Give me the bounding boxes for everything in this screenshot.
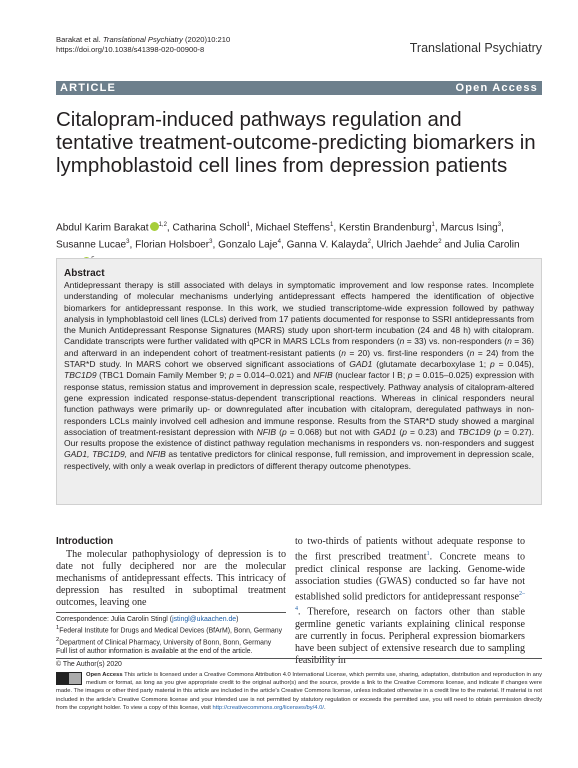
affiliation-2-text: Department of Clinical Pharmacy, University of Bonn, Bonn, Germany — [59, 639, 272, 646]
author-affiliation: 2 — [438, 239, 442, 246]
abstract-segment: = 0.045), — [494, 359, 534, 370]
author-name: Susanne Lucae — [56, 239, 127, 251]
citation-authors: Barakat et al. — [56, 35, 103, 44]
column-right — [295, 536, 525, 667]
intro-text-c: . Therefore, research on factors other than stable germline genetic variants explaining clinical response are currently in focus. Peripheral expression biomarkers have been subject of extensive research due to sampling feasibility in — [295, 606, 525, 666]
license-link[interactable]: http://creativecommons.org/licenses/by/4.0/ — [212, 704, 324, 711]
abstract-segment: p — [407, 370, 413, 381]
abstract-segment: (glutamate decarboxylase 1; — [372, 359, 491, 370]
intro-paragraph-right — [295, 536, 525, 667]
creative-commons-icon — [56, 672, 82, 685]
author-affiliation: 4 — [277, 239, 281, 246]
correspondence-line — [56, 615, 296, 624]
affiliation-2-number: 2 — [56, 636, 60, 643]
abstract-segment: n — [341, 347, 346, 358]
abstract-segment: GAD1 — [373, 426, 397, 437]
intro-paragraph-left: The molecular pathophysiology of depression is to date not fully deciphered nor are the molecular mechanisms of antidepressant effects. This intricacy of depression has resulted in suboptimal treatment outcomes, leaving one — [56, 549, 286, 609]
license-end: . — [323, 704, 326, 711]
intro-text-b: . Concrete means to predict clinical response are lacking. Genome-wide association studies (GWAS) conducted so far have not established solid predictors for antidepressant response — [295, 551, 525, 603]
abstract-segment: NFIB — [313, 370, 333, 381]
reference-2-4[interactable]: 2–4 — [295, 590, 525, 613]
article-banner — [56, 81, 542, 95]
correspondence-prefix: Correspondence: Julia Carolin Stingl ( — [56, 616, 173, 623]
author-name: Kerstin Brandenburg — [338, 222, 432, 234]
affiliation-1 — [56, 624, 296, 636]
abstract-segment: p — [496, 426, 502, 437]
author-name: Abdul Karim Barakat — [56, 222, 149, 234]
doi-link[interactable]: https://doi.org/10.1038/s41398-020-00900-8 — [56, 45, 205, 54]
author-name: Julia Carolin — [464, 239, 520, 251]
abstract-segment: ( — [490, 426, 497, 437]
abstract-segment: n — [469, 347, 475, 358]
journal-name: Translational Psychiatry — [409, 41, 542, 55]
author-name: Marcus Ising — [440, 222, 498, 234]
correspondence-email[interactable]: jstingl@ukaachen.de — [172, 616, 237, 623]
abstract-segment: p — [229, 370, 234, 381]
abstract-segment: ( — [276, 426, 282, 437]
orcid-icon[interactable] — [150, 222, 159, 231]
abstract-segment: GAD1, TBC1D9, — [64, 449, 128, 460]
abstract-text — [64, 280, 534, 472]
affiliation-2 — [56, 636, 296, 648]
abstract-segment: = 0.27). Our results propose the existence of distinct pathway regulation mechanisms in responders vs. non-responders and suggest — [64, 426, 534, 449]
author-name: Gonzalo Laje — [218, 239, 278, 251]
author-affiliation: 3 — [209, 239, 213, 246]
abstract-segment: = 24) from the STAR*D study. In MARS cohort we observed significant associations of — [64, 347, 535, 370]
abstract-segment: TBC1D9 — [457, 426, 491, 437]
citation-volume: (2020)10:210 — [182, 35, 231, 44]
copyright-divider — [56, 658, 542, 659]
license-label: Open Access — [86, 672, 123, 678]
abstract-segment: = 0.068) but not with — [286, 426, 374, 437]
author-name: Michael Steffens — [255, 222, 330, 234]
abstract-segment: and — [127, 449, 147, 460]
intro-heading: Introduction — [56, 536, 114, 547]
abstract-segment: p — [402, 426, 407, 437]
abstract-segment: (TBC1 Domain Family Member 9; — [96, 370, 230, 381]
abstract-segment: p — [281, 426, 287, 437]
author-list: Abdul Karim Barakat $^{1,2}$, Catharina Scholl$^1$, Michael Steffens$^1$, Kerstin Brandenburg$^1$, Marcus Ising$^3$, Susanne Lucae$^3$, Florian Holsboer$^3$, Gonzalo Laje$^4$, Ganna V. Kalayda$^2$, Ulrich Jaehde$^2$ and Julia Carolin — [56, 218, 542, 270]
affiliation-1-number: 1 — [56, 625, 60, 632]
abstract-segment: n — [399, 336, 405, 347]
author-name: Ganna V. Kalayda — [286, 239, 368, 251]
footnote-divider — [56, 612, 286, 613]
license-text: This article is licensed under a Creative Commons Attribution 4.0 International License, which permits use, sharing, adaptation, distribution and reproduction in any medium or format, as long as you give appropriate credit to the original author(s) and the source, provide a link to the Creative Commons license, and indicate if changes were made. The images or other third party material in this article are included in the article's Creative Commons license, unless indicated otherwise in a credit line to the material. If material is not included in the article's Creative Commons license and your intended use is not permitted by statutory regulation or exceeds the permitted use, you will need to obtain permission directly from the copyright holder. To view a copy of this license, visit — [56, 672, 542, 711]
citation-line — [56, 35, 230, 45]
author-name: Florian Holsboer — [135, 239, 210, 251]
correspondence-suffix: ) — [236, 616, 239, 623]
open-access-label: Open Access — [455, 82, 538, 94]
abstract-segment: = 0.014–0.021) and — [233, 370, 314, 381]
abstract-segment: as tentative predictors for clinical response, full remission, and improvement in depression scale, respectively, with only a weak overlap in predictors of different therapy outcome phenotypes. — [64, 449, 535, 471]
intro-text-a: to two-thirds of patients without adequate response to the first prescribed treatment — [295, 536, 525, 563]
abstract-segment: NFIB — [256, 426, 277, 437]
author-affiliation: 2 — [367, 239, 371, 246]
abstract-segment: ( — [396, 426, 403, 437]
author-info-note: Full list of author information is available at the end of the article. — [56, 648, 253, 656]
citation-journal: Translational Psychiatry — [102, 35, 183, 44]
author-affiliation: 1,2 — [158, 222, 167, 228]
reference-1[interactable]: 1 — [426, 551, 430, 558]
abstract-segment: (nuclear factor I B; — [332, 370, 408, 381]
author-affiliation: 1 — [431, 222, 435, 228]
article-title: Citalopram-induced pathways regulation and tentative treatment-outcome-predicting biomarkers in lymphoblastoid cell lines from depression patients — [56, 108, 536, 177]
correspondence-block — [56, 615, 296, 656]
author-affiliation: 3 — [497, 222, 502, 228]
abstract-segment: n — [507, 336, 512, 347]
abstract-segment: Antidepressant therapy is still associated with delays in symptomatic improvement and low response rates. Incomplete understanding of molecular mechanisms underlying antidepressant effects hampered the identification of objective biomarkers for antidepressant response. In this work, we studied transcriptome-wide expression followed by pathway analysis in lymphoblastoid cell lines (LCLs) derived from 17 patients documented for response to SSRI antidepressants from the Munich Antidepressant Response Signatures (MARS) study upon short-term incubation (24 and 48 h) with citalopram. Candidate transcripts were further validated with qPCR in MARS LCLs from responders ( — [64, 280, 534, 347]
copyright: © The Author(s) 2020 — [56, 661, 122, 668]
abstract-segment: NFIB — [146, 449, 166, 460]
abstract-segment: GAD1 — [349, 359, 373, 370]
author-name: Ulrich Jaehde — [376, 239, 439, 251]
abstract-segment: = 36) and afterward in an independent cohort of treatment-resistant patients ( — [64, 336, 534, 358]
abstract-box — [56, 258, 542, 505]
license-block — [56, 671, 542, 712]
citation-block — [56, 35, 230, 55]
abstract-segment: TBC1D9 — [64, 370, 97, 381]
column-left — [56, 536, 286, 609]
author-affiliation: 1 — [246, 222, 250, 228]
abstract-heading: Abstract — [64, 268, 105, 279]
abstract-segment: = 33) vs. non-responders ( — [404, 336, 508, 347]
abstract-segment: = 0.015–0.025) expression with response status, remission status and improvement in depression scale, respectively. Pathway analysis of citalopram-altered gene expression indicated response-status-dependent transcriptional reactions. Whereas in clinical responders neural function pathways were primarily up- or downregulated after incubation with citalopram, deregulated pathways in non-responders LCLs mainly involved cell adhesion and immune response. Results from the STAR*D study showed a marginal association of treatment-resistant depression with — [64, 370, 535, 437]
affiliation-1-text: Federal Institute for Drugs and Medical Devices (BfArM), Bonn, Germany — [59, 627, 283, 635]
author-affiliation: 3 — [126, 239, 130, 246]
author-name: Catharina Scholl — [172, 222, 247, 234]
author-affiliation: 1 — [329, 222, 334, 228]
abstract-segment: p — [490, 359, 495, 370]
abstract-segment: = 20) vs. first-line responders ( — [345, 347, 470, 358]
article-type-label: ARTICLE — [60, 82, 117, 94]
abstract-segment: = 0.23) and — [406, 426, 458, 437]
